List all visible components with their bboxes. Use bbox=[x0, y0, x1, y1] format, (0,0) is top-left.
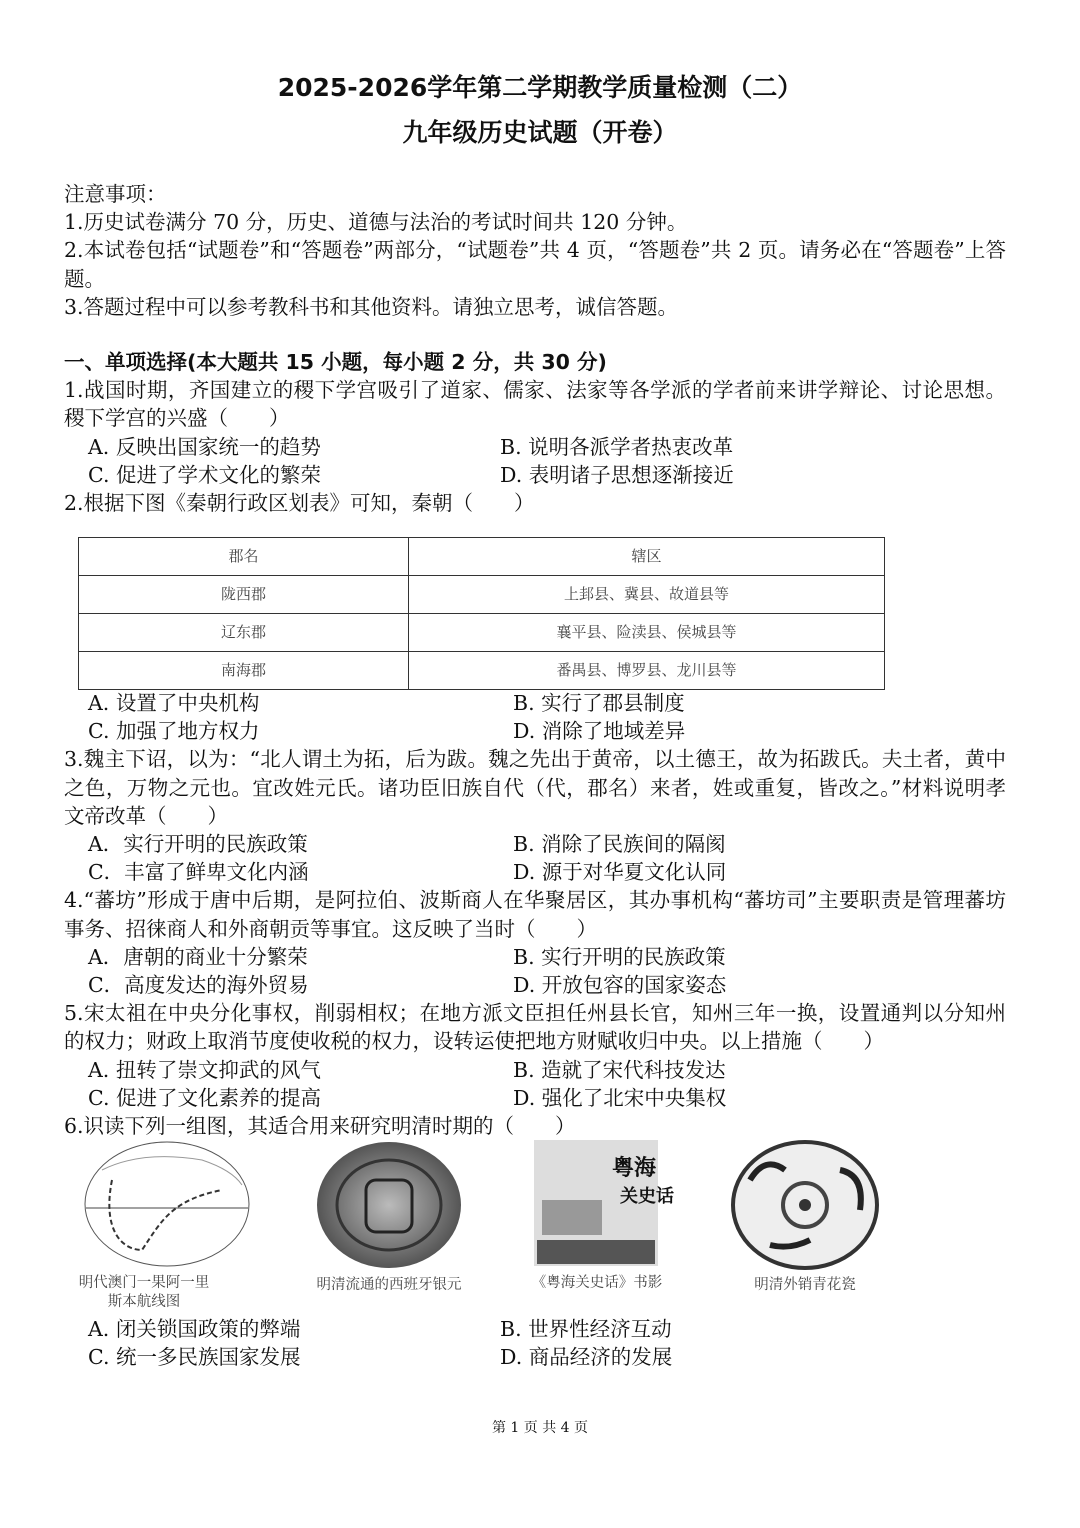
table-cell: 陇西郡 bbox=[79, 576, 409, 614]
option-c: C. 促进了文化素养的提高 bbox=[88, 1085, 321, 1110]
table-header-row bbox=[79, 538, 885, 576]
figure-book-cover bbox=[492, 1140, 702, 1293]
notes bbox=[64, 180, 1006, 321]
note-item: 1.历史试卷满分 70 分，历史、道德与法治的考试时间共 120 分钟。 bbox=[64, 210, 688, 235]
option-d: D. 强化了北宋中央集权 bbox=[513, 1085, 727, 1110]
option-d: D. 表明诸子思想逐渐接近 bbox=[500, 462, 734, 487]
page-footer: 第 1 页 共 4 页 bbox=[491, 1420, 589, 1436]
questions-2-6 bbox=[64, 689, 1006, 1140]
table-row bbox=[79, 614, 885, 652]
option-d: D. 消除了地域差异 bbox=[513, 719, 686, 744]
q6-figures bbox=[62, 1140, 922, 1315]
option-c: C．丰富了鲜卑文化内涵 bbox=[88, 860, 309, 885]
option-a: A．唐朝的商业十分繁荣 bbox=[88, 944, 308, 969]
question-stem: 6.识读下列一组图，其适合用来研究明清时期的（ ） bbox=[64, 1114, 576, 1139]
svg-text:关史话: 关史话 bbox=[620, 1186, 674, 1207]
option-b: B. 实行开明的民族政策 bbox=[513, 944, 726, 969]
option-a: A. 反映出国家统一的趋势 bbox=[88, 434, 321, 459]
figure-caption: 明清流通的西班牙银元 bbox=[316, 1277, 462, 1293]
section-1 bbox=[64, 348, 1006, 517]
option-a: A. 设置了中央机构 bbox=[88, 691, 260, 715]
qin-admin-table bbox=[78, 537, 885, 690]
question-options bbox=[64, 433, 1006, 489]
option-c: C. 统一多民族国家发展 bbox=[88, 1345, 301, 1370]
q6-options-block bbox=[64, 1315, 1006, 1371]
figure-caption: 明代澳门一果阿一里斯本航线图 bbox=[78, 1275, 210, 1310]
table-cell: 南海郡 bbox=[79, 652, 409, 690]
question-stem: 1.战国时期，齐国建立的稷下学宫吸引了道家、儒家、法家等各学派的学者前来讲学辩论、讨论思想。稷下学宫的兴盛（ ） bbox=[64, 378, 1006, 431]
table-header: 辖区 bbox=[409, 538, 885, 576]
option-b: B. 说明各派学者热衷改革 bbox=[500, 434, 734, 459]
option-d: D. 商品经济的发展 bbox=[500, 1345, 673, 1370]
option-d: D. 开放包容的国家姿态 bbox=[513, 973, 727, 998]
question-options bbox=[64, 830, 1006, 886]
world-map-icon bbox=[82, 1140, 252, 1268]
table-cell: 襄平县、险渎县、侯城县等 bbox=[409, 614, 885, 652]
table-cell: 番禺县、博罗县、龙川县等 bbox=[409, 652, 885, 690]
question-options bbox=[64, 943, 1006, 999]
table-row bbox=[79, 576, 885, 614]
book-cover-icon bbox=[532, 1140, 674, 1268]
option-a: A．实行开明的民族政策 bbox=[88, 832, 308, 857]
figure-porcelain bbox=[700, 1140, 910, 1295]
exam-subtitle: 九年级历史试题（开卷） bbox=[402, 118, 678, 147]
question-options bbox=[64, 1315, 1006, 1371]
figure-route-map bbox=[62, 1140, 272, 1312]
figure-silver-coin bbox=[284, 1140, 494, 1295]
table-header: 郡名 bbox=[79, 538, 409, 576]
figure-caption: 明清外销青花瓷 bbox=[754, 1277, 856, 1293]
option-b: B. 造就了宋代科技发达 bbox=[513, 1057, 726, 1082]
option-d: D. 源于对华夏文化认同 bbox=[513, 860, 727, 885]
porcelain-plate-icon bbox=[730, 1140, 880, 1270]
question-stem: 2.根据下图《秦朝行政区划表》可知，秦朝（ ） bbox=[64, 491, 535, 516]
table-row bbox=[79, 652, 885, 690]
option-b: B. 消除了民族间的隔阂 bbox=[513, 832, 726, 857]
option-c: C．高度发达的海外贸易 bbox=[88, 973, 309, 998]
option-a: A. 闭关锁国政策的弊端 bbox=[88, 1317, 301, 1341]
question-stem: 3.魏主下诏，以为：“北人谓土为拓，后为跋。魏之先出于黄帝，以土德王，故为拓跋氏。夫土者，黄中之色，万物之元也。宜改姓元氏。诸功臣旧族自代（代，郡名）来者，姓或重复，皆改之。”材料说明孝文帝改革（ ） bbox=[64, 747, 1006, 828]
coin-icon bbox=[314, 1140, 464, 1270]
question-stem: 5.宋太祖在中央分化事权，削弱相权；在地方派文臣担任州县长官，知州三年一换，设置通判以分知州的权力；财政上取消节度使收税的权力，设转运使把地方财赋收归中央。以上措施（ ） bbox=[64, 1001, 1006, 1054]
note-item: 2.本试卷包括“试题卷”和“答题卷”两部分，“试题卷”共 4 页，“答题卷”共 2 页。请务必在“答题卷”上答题。 bbox=[64, 238, 1006, 291]
option-c: C. 加强了地方权力 bbox=[88, 719, 260, 744]
section-heading: 一、单项选择(本大题共 15 小题，每小题 2 分，共 30 分) bbox=[64, 350, 607, 374]
figure-caption: 《粤海关史话》书影 bbox=[531, 1275, 663, 1291]
book-title-logo: 粤海 bbox=[612, 1155, 657, 1181]
question-stem: 4.“蕃坊”形成于唐中后期，是阿拉伯、波斯商人在华聚居区，其办事机构“蕃坊司”主要职责是管理蕃坊事务、招徕商人和外商朝贡等事宜。这反映了当时（ ） bbox=[64, 888, 1006, 941]
question-options bbox=[64, 1056, 1006, 1112]
notes-heading: 注意事项： bbox=[64, 182, 167, 206]
table-cell: 辽东郡 bbox=[79, 614, 409, 652]
option-b: B. 实行了郡县制度 bbox=[513, 691, 685, 715]
exam-title: 2025-2026学年第二学期教学质量检测（二） bbox=[277, 73, 803, 102]
option-c: C. 促进了学术文化的繁荣 bbox=[88, 462, 321, 487]
option-a: A. 扭转了崇文抑武的风气 bbox=[88, 1057, 321, 1082]
question-options bbox=[64, 689, 1006, 745]
note-item: 3.答题过程中可以参考教科书和其他资料。请独立思考，诚信答题。 bbox=[64, 294, 679, 319]
table-cell: 上邽县、冀县、故道县等 bbox=[409, 576, 885, 614]
option-b: B. 世界性经济互动 bbox=[500, 1317, 672, 1341]
